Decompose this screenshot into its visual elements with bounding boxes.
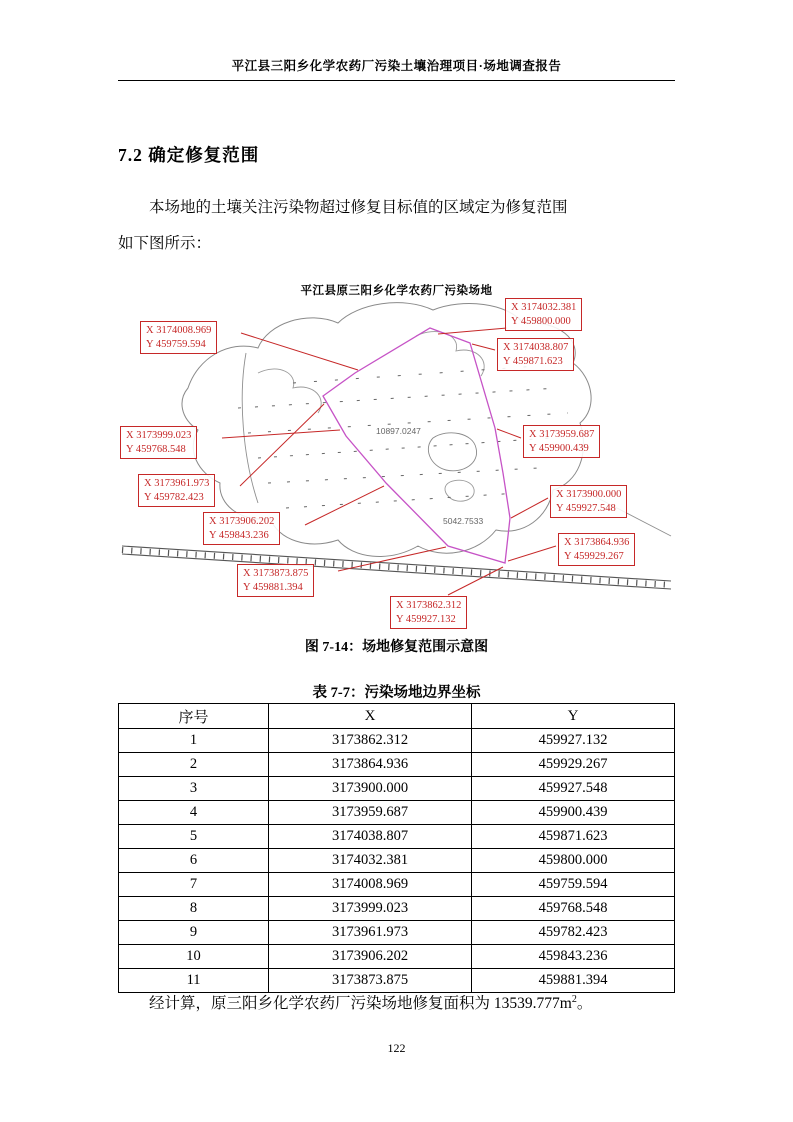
body-paragraph-line: 如下图所示： bbox=[118, 235, 212, 252]
table-cell: 459927.132 bbox=[472, 729, 675, 753]
table-cell: 3173900.000 bbox=[269, 777, 472, 801]
coordinate-label: X 3173961.973 Y 459782.423 bbox=[138, 474, 215, 507]
table-cell: 459929.267 bbox=[472, 753, 675, 777]
table-row bbox=[119, 921, 675, 945]
remediation-boundary-polygon bbox=[323, 328, 510, 563]
closing-paragraph bbox=[118, 988, 678, 1016]
table-row bbox=[119, 897, 675, 921]
table-cell: 9 bbox=[119, 921, 269, 945]
table-cell: 459900.439 bbox=[472, 801, 675, 825]
coordinate-label: X 3173862.312 Y 459927.132 bbox=[390, 596, 467, 629]
table-cell: 3173873.875 bbox=[269, 969, 472, 993]
table-cell: 1 bbox=[119, 729, 269, 753]
table-cell: 4 bbox=[119, 801, 269, 825]
closing-superscript: 2 bbox=[571, 994, 577, 1005]
table-header-row bbox=[119, 704, 675, 729]
table-cell: 6 bbox=[119, 849, 269, 873]
table-cell: 3173864.936 bbox=[269, 753, 472, 777]
table-cell: 5 bbox=[119, 825, 269, 849]
table-cell: 3174032.381 bbox=[269, 849, 472, 873]
table-row bbox=[119, 849, 675, 873]
table-row bbox=[119, 729, 675, 753]
table-cell: 3174008.969 bbox=[269, 873, 472, 897]
document-header: 平江县三阳乡化学农药厂污染土壤治理项目·场地调查报告 bbox=[231, 59, 562, 73]
table-cell: 3 bbox=[119, 777, 269, 801]
table-cell: 3173999.023 bbox=[269, 897, 472, 921]
map-annotation: 5042.7533 bbox=[443, 516, 484, 526]
table-cell: 8 bbox=[119, 897, 269, 921]
table-cell: 459768.548 bbox=[472, 897, 675, 921]
boundary-coordinates-table bbox=[118, 703, 675, 993]
table-cell: 10 bbox=[119, 945, 269, 969]
table-cell: 459843.236 bbox=[472, 945, 675, 969]
coordinate-label: X 3173873.875 Y 459881.394 bbox=[237, 564, 314, 597]
coordinate-label: X 3173864.936 Y 459929.267 bbox=[558, 533, 635, 566]
table-row bbox=[119, 873, 675, 897]
table-row bbox=[119, 753, 675, 777]
section-title: 7.2 确定修复范围 bbox=[118, 145, 260, 165]
closing-tail: 。 bbox=[576, 995, 593, 1013]
page-number: 122 bbox=[387, 1041, 406, 1055]
site-map-figure bbox=[118, 278, 675, 632]
table-cell: 459871.623 bbox=[472, 825, 675, 849]
coordinate-label: X 3173906.202 Y 459843.236 bbox=[203, 512, 280, 545]
table-cell: 3173862.312 bbox=[269, 729, 472, 753]
table-row bbox=[119, 777, 675, 801]
table-cell: 7 bbox=[119, 873, 269, 897]
table-caption: 表 7-7：污染场地边界坐标 bbox=[312, 685, 481, 701]
table-cell: 459759.594 bbox=[472, 873, 675, 897]
column-header-x: X bbox=[269, 704, 472, 729]
table-row bbox=[119, 945, 675, 969]
column-header-y: Y bbox=[472, 704, 675, 729]
map-title: 平江县原三阳乡化学农药厂污染场地 bbox=[300, 285, 493, 297]
table-row bbox=[119, 801, 675, 825]
coordinate-label: X 3173900.000 Y 459927.548 bbox=[550, 485, 627, 518]
table-cell: 2 bbox=[119, 753, 269, 777]
coordinate-label: X 3174032.381 Y 459800.000 bbox=[505, 298, 582, 331]
map-annotation: 10897.0247 bbox=[376, 426, 421, 436]
table-cell: 3173906.202 bbox=[269, 945, 472, 969]
header-rule bbox=[118, 80, 675, 81]
table-cell: 459800.000 bbox=[472, 849, 675, 873]
table-cell: 3173959.687 bbox=[269, 801, 472, 825]
column-header-index: 序号 bbox=[119, 704, 269, 729]
coordinate-label: X 3173999.023 Y 459768.548 bbox=[120, 426, 197, 459]
table-cell: 459927.548 bbox=[472, 777, 675, 801]
figure-caption: 图 7-14：场地修复范围示意图 bbox=[304, 640, 489, 655]
table-body bbox=[119, 729, 675, 993]
body-paragraph-line: 本场地的土壤关注污染物超过修复目标值的区域定为修复范围 bbox=[149, 199, 568, 216]
coordinate-label: X 3174038.807 Y 459871.623 bbox=[497, 338, 574, 371]
table-cell: 459782.423 bbox=[472, 921, 675, 945]
coordinate-label: X 3174008.969 Y 459759.594 bbox=[140, 321, 217, 354]
coordinate-label: X 3173959.687 Y 459900.439 bbox=[523, 425, 600, 458]
table-cell: 3173961.973 bbox=[269, 921, 472, 945]
table-cell: 11 bbox=[119, 969, 269, 993]
table-cell: 459881.394 bbox=[472, 969, 675, 993]
closing-text: 经计算，原三阳乡化学农药厂污染场地修复面积为 13539.777m bbox=[149, 995, 572, 1013]
table-cell: 3174038.807 bbox=[269, 825, 472, 849]
table-row bbox=[119, 825, 675, 849]
